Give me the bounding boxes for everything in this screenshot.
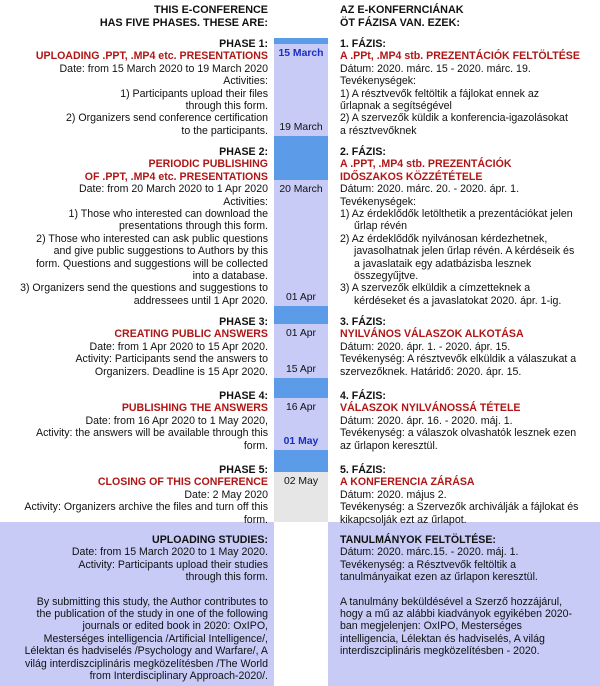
studies-title: UPLOADING STUDIES: [152, 534, 268, 546]
phase-title: IDŐSZAKOS KÖZZÉTÉTELE [340, 170, 483, 183]
phase-line: 3) A szervezők elküldik a címzetteknek a [340, 282, 531, 295]
phase-title: A KONFERENCIA ZÁRÁSA [340, 476, 475, 489]
studies-para-line: interdiszciplináris megközelítésben - 2020. [340, 645, 540, 658]
studies-line: Tevékenység: a Résztvevők feltöltik a [340, 558, 517, 571]
studies-line: Activity: Participants upload their studies [78, 558, 268, 571]
studies-para-line: intelligencia, Lélektan és hadviselés, A világ [340, 632, 545, 645]
phase-line: form. Questions and suggestions will be collected [35, 257, 268, 270]
phase-title: A .PPT, .MP4 stb. PREZENTÁCIÓK [340, 158, 512, 171]
phase-line: űrlap révén [354, 220, 407, 233]
phase4-end-date: 01 May [283, 436, 319, 447]
phase-title: UPLOADING .PPT, .MP4 etc. PRESENTATIONS [35, 50, 268, 63]
phase-title: VÁLASZOK NYILVÁNOSSÁ TÉTELE [340, 402, 521, 415]
phase3-en [0, 316, 268, 378]
phase-line: Activity: Participants send the answers to [75, 353, 268, 366]
phase4-start-date: 16 Apr [285, 402, 317, 413]
phase-line: kérdéseket és a javaslatokat 2020. ápr. 1-ig. [354, 294, 562, 307]
phase-line: Dátum: 2020. márc. 15 - 2020. márc. 19. [340, 62, 531, 75]
phase-line: 2) Those who interested can ask public questions [36, 232, 268, 245]
phase-line: a javaslataik egy adatbázisba lesznek [354, 257, 532, 270]
studies-para-line: the publication of the study in one of the following [36, 608, 268, 621]
phase-title: NYILVÁNOS VÁLASZOK ALKOTÁSA [340, 328, 524, 341]
phase2-end-date: 01 Apr [285, 292, 317, 303]
phase-line: 2) A szervezők küldik a konferencia-igazolásokat [340, 112, 568, 125]
phase-line: form. [243, 513, 268, 526]
phase-line: 1) A résztvevők feltöltik a fájlokat ennek az [340, 87, 540, 100]
studies-para-line: journals or edited book in 2020: OxIPO, [82, 620, 268, 633]
phase-line: presentations through this form. [119, 220, 268, 233]
phase-line: Date: from 15 March 2020 to 19 March 2020 [59, 62, 268, 75]
phase-line: 1) Those who interested can download the [68, 208, 268, 221]
phase-line: Date: from 1 Apr 2020 to 15 Apr 2020. [89, 340, 268, 353]
phase-line: javasolhatnak jelen űrlap révén. A kérdéseik és [354, 245, 575, 258]
phase-line: Dátum: 2020. márc. 20. - 2020. ápr. 1. [340, 183, 520, 196]
phase-title: PERIODIC PUBLISHING [148, 158, 268, 171]
phase-line: Organizers. Deadline is 15 Apr 2020. [94, 365, 268, 378]
studies-para-line: Mesterséges intelligencia /Artificial Intelligence/, [43, 632, 268, 645]
phase5-en [0, 464, 268, 526]
phase-line: 3) Organizers send the questions and suggestions to [20, 282, 268, 295]
phase-label: PHASE 4: [219, 390, 268, 402]
studies-line: tanulmányaikat ezen az űrlapon keresztül. [340, 571, 538, 584]
header-en-line: HAS FIVE PHASES. THESE ARE: [99, 16, 268, 29]
phase-line: Tevékenység: a válaszok olvashatók lesznek ezen [340, 427, 577, 440]
phase-title: PUBLISHING THE ANSWERS [121, 402, 268, 415]
phase-label: 5. FÁZIS: [340, 464, 386, 476]
phase-line: összegyűjtve. [354, 270, 419, 283]
studies-line: Date: from 15 March 2020 to 1 May 2020. [71, 546, 268, 559]
phase-line: Date: from 16 Apr 2020 to 1 May 2020, [85, 414, 268, 427]
phase-line: Activities: [223, 195, 268, 208]
phase-line: Tevékenység: A résztvevők elküldik a válaszukat a [340, 353, 577, 366]
phase2-start-date: 20 March [279, 184, 323, 195]
phase-line: Date: 2 May 2020 [184, 488, 268, 501]
phase-label: PHASE 2: [219, 146, 268, 158]
phase3-end-date: 15 Apr [285, 364, 317, 375]
studies-line: Dátum: 2020. márc.15. - 2020. máj. 1. [340, 546, 519, 559]
header-en-line: THIS E-CONFERENCE [154, 4, 268, 16]
phase-label: 1. FÁZIS: [340, 38, 386, 50]
phase-line: Tevékenység: a Szervezők archiválják a fájlokat és [340, 501, 579, 514]
phase-line: into a database. [192, 270, 268, 283]
header-hu [340, 4, 598, 29]
phase-line: to the participants. [181, 124, 268, 137]
phase1-en [0, 38, 268, 137]
phase-label: 2. FÁZIS: [340, 146, 386, 158]
header-hu-line: AZ E-KONFERNCIÁNAK [340, 4, 464, 16]
studies-spacer [340, 584, 598, 596]
phase4-hu [340, 390, 598, 452]
phase1-hu [340, 38, 598, 137]
studies-para-line: from Interdisciplinary Approach-2020/. [89, 670, 268, 683]
phase-line: kikapcsolják ezt az űrlapot. [340, 513, 467, 526]
phase4-en [0, 390, 268, 452]
phase-label: 3. FÁZIS: [340, 316, 386, 328]
phase-line: and give public suggestions to Authors by this [53, 245, 268, 258]
header-hu-line: ÖT FÁZISA VAN. EZEK: [340, 16, 460, 29]
phase-line: 1) Participants upload their files [120, 87, 268, 100]
phase-line: Tevékenységek: [340, 195, 416, 208]
phase2-date-box [274, 180, 328, 306]
studies-gap [274, 522, 328, 686]
phase2-hu [340, 146, 598, 307]
phase3-hu [340, 316, 598, 378]
phase-title: OF .PPT, .MP4 etc. PRESENTATIONS [84, 170, 268, 183]
studies-para-line: világ interdiszciplináris megközelítésben /The World [25, 657, 268, 670]
phase-line: 2) Az érdeklődők nyilvánosan kérdezhetnek, [340, 232, 548, 245]
phase-line: űrlapnak a segítségével [340, 100, 452, 113]
studies-para-line: A tanulmány beküldésével a Szerző hozzájárul, [340, 595, 563, 608]
phase1-end-date: 19 March [279, 122, 323, 133]
studies-para-line: Lélektan és hadviselés /Psychology and Warfare/, A [24, 645, 268, 658]
phase-label: 4. FÁZIS: [340, 390, 386, 402]
phase-line: Activity: the answers will be available through this [36, 427, 268, 440]
studies-para-line: ban megjelenjen: OxIPO, Mesterséges [340, 620, 522, 633]
phase3-start-date: 01 Apr [285, 328, 317, 339]
phase5-hu [340, 464, 598, 526]
phase-line: through this form. [185, 100, 268, 113]
phase-label: PHASE 1: [219, 38, 268, 50]
phase-title: A .PPt, .MP4 stb. PREZENTÁCIÓK FELTÖLTÉSE [340, 50, 580, 63]
studies-en [0, 534, 268, 682]
phase-line: 1) Az érdeklődők letölthetik a prezentációkat jelen [340, 208, 573, 221]
phase-line: addressees until 1 Apr 2020. [133, 294, 268, 307]
phase-line: Dátum: 2020. ápr. 16. - 2020. máj. 1. [340, 414, 513, 427]
studies-hu [340, 534, 598, 658]
phase-line: az űrlapon keresztül. [340, 439, 438, 452]
phase-title: CLOSING OF THIS CONFERENCE [97, 476, 268, 489]
phase-line: form. [243, 439, 268, 452]
phase-label: PHASE 3: [219, 316, 268, 328]
phase-line: Activity: Organizers archive the files and turn off this [24, 501, 268, 514]
phase2-en [0, 146, 268, 307]
phase-line: a résztvevőknek [340, 124, 417, 137]
phase-line: Date: from 20 March 2020 to 1 Apr 2020 [78, 183, 268, 196]
phase5-start-date: 02 May [283, 476, 319, 487]
phase-label: PHASE 5: [219, 464, 268, 476]
studies-line: through this form. [185, 571, 268, 584]
header-en [0, 4, 268, 29]
studies-spacer [0, 584, 268, 596]
phase-line: Dátum: 2020. ápr. 1. - 2020. ápr. 15. [340, 340, 511, 353]
phase-line: 2) Organizers send conference certification [66, 112, 268, 125]
studies-title: TANULMÁNYOK FELTÖLTÉSE: [340, 534, 496, 546]
phase-line: Tevékenységek: [340, 75, 416, 88]
studies-para-line: hogy a mű az alábbi kiadványok egyikében 2020- [340, 608, 573, 621]
studies-para-line: By submitting this study, the Author contributes to [36, 595, 268, 608]
phase-line: szervezőknek. Határidő: 2020. ápr. 15. [340, 365, 522, 378]
phase-title: CREATING PUBLIC ANSWERS [114, 328, 268, 341]
phase-line: Activities: [223, 75, 268, 88]
phase-line: Dátum: 2020. május 2. [340, 488, 447, 501]
phase1-start-date: 15 March [278, 48, 324, 59]
